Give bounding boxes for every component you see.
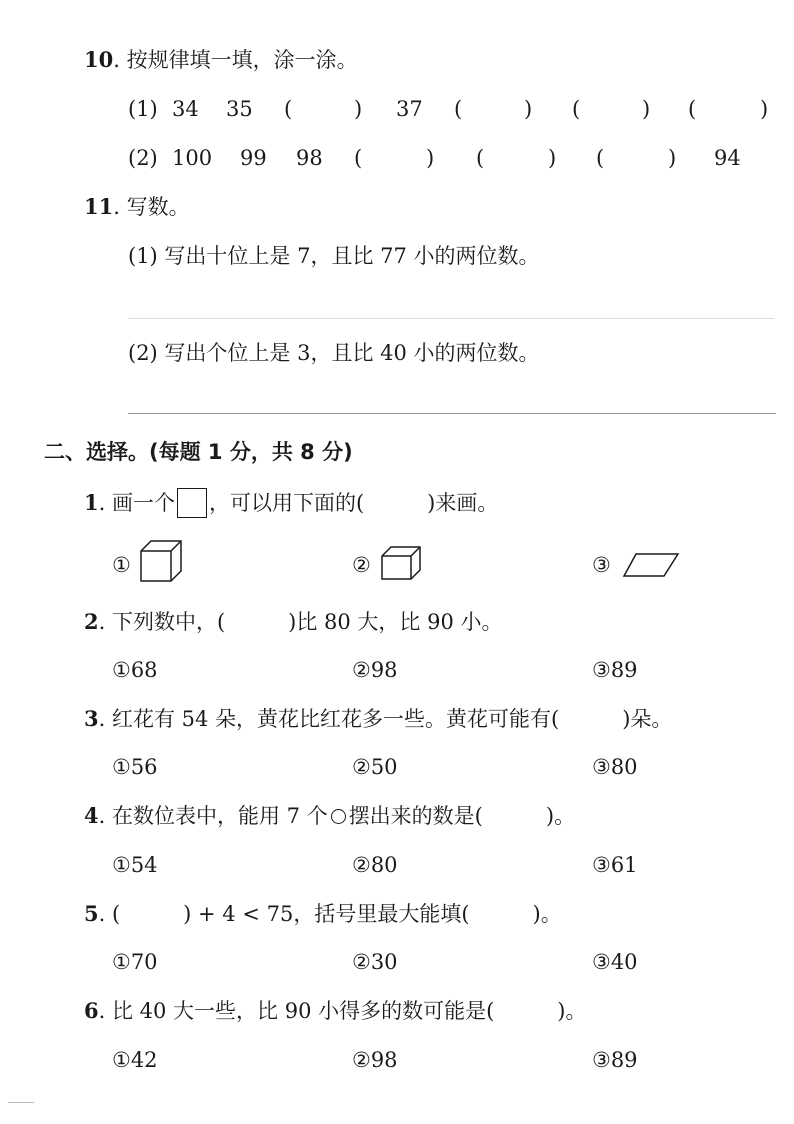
cube-icon — [380, 545, 422, 581]
seq-item: 98 — [296, 146, 323, 170]
choice-number: 6 — [84, 998, 99, 1023]
option-3[interactable]: ③40 — [592, 950, 638, 974]
option-marker: ③ — [592, 553, 611, 577]
choice-4-stem — [84, 803, 575, 829]
option-3[interactable]: ③80 — [592, 755, 638, 779]
blank-close[interactable]: ) — [548, 146, 557, 170]
cube-tall-icon — [138, 538, 184, 584]
blank-open[interactable]: ( — [284, 97, 293, 121]
seq-item: 100 — [172, 146, 213, 170]
q10-number: 10 — [84, 47, 114, 72]
seq-item: 94 — [714, 146, 741, 170]
choice-text: . 画一个 — [98, 491, 175, 515]
option-3[interactable] — [592, 552, 611, 578]
section2-heading — [44, 439, 353, 465]
blank-close[interactable]: ) — [642, 97, 651, 121]
choice-text: . 下列数中，( )比 80 大，比 90 小。 — [98, 610, 503, 634]
blank-open[interactable]: ( — [596, 146, 605, 170]
seq-item: 34 — [172, 97, 199, 121]
q11-title — [84, 194, 190, 220]
blank-close[interactable]: ) — [354, 97, 363, 121]
choice-5-stem — [84, 901, 562, 927]
section2-score: (每题 1 分，共 8 分) — [149, 440, 353, 464]
section2-title: 二、选择。 — [44, 440, 149, 464]
option-2[interactable]: ②80 — [352, 853, 398, 877]
option-1[interactable]: ①42 — [112, 1048, 158, 1072]
blank-open[interactable]: ( — [454, 97, 463, 121]
option-3[interactable]: ③89 — [592, 1048, 638, 1072]
blank-open[interactable]: ( — [476, 146, 485, 170]
choice-number: 2 — [84, 609, 99, 634]
q11-text: . 写数。 — [113, 195, 190, 219]
option-2[interactable]: ②98 — [352, 658, 398, 682]
option-1[interactable]: ①70 — [112, 950, 158, 974]
choice-number: 1 — [84, 490, 99, 515]
choice-2-stem — [84, 609, 503, 635]
circle-icon — [331, 809, 346, 824]
option-1[interactable]: ①68 — [112, 658, 158, 682]
option-2[interactable]: ②30 — [352, 950, 398, 974]
parallelogram-icon — [622, 552, 680, 578]
blank-open[interactable]: ( — [354, 146, 363, 170]
choice-3-stem — [84, 706, 672, 732]
choice-text: ，可以用下面的( )来画。 — [208, 491, 499, 515]
q10-row2-label: (2) — [128, 146, 158, 170]
option-marker: ① — [112, 553, 131, 577]
blank-open[interactable]: ( — [688, 97, 697, 121]
option-marker: ② — [352, 553, 371, 577]
blank-open[interactable]: ( — [572, 97, 581, 121]
q10-row1-label: (1) — [128, 97, 158, 121]
section-divider — [128, 413, 776, 414]
footer-mark — [8, 1102, 34, 1103]
option-1[interactable]: ①56 — [112, 755, 158, 779]
q11-number: 11 — [84, 194, 114, 219]
choice-text: . 在数位表中，能用 7 个 — [98, 804, 328, 828]
answer-line — [128, 318, 774, 319]
seq-item: 99 — [240, 146, 267, 170]
square-icon — [177, 488, 207, 518]
seq-item: 37 — [396, 97, 423, 121]
choice-number: 4 — [84, 803, 99, 828]
blank-close[interactable]: ) — [760, 97, 769, 121]
option-2[interactable]: ②98 — [352, 1048, 398, 1072]
choice-text: 摆出来的数是( )。 — [348, 804, 576, 828]
choice-text: . 比 40 大一些，比 90 小得多的数可能是( )。 — [98, 999, 587, 1023]
q10-title — [84, 47, 358, 73]
choice-1-stem — [84, 488, 498, 518]
q10-text: . 按规律填一填，涂一涂。 — [113, 48, 358, 72]
option-1[interactable]: ①54 — [112, 853, 158, 877]
blank-close[interactable]: ) — [524, 97, 533, 121]
choice-number: 3 — [84, 706, 99, 731]
blank-close[interactable]: ) — [426, 146, 435, 170]
option-3[interactable]: ③89 — [592, 658, 638, 682]
q11-sub1: (1) 写出十位上是 7，且比 77 小的两位数。 — [128, 244, 540, 268]
option-3[interactable]: ③61 — [592, 853, 638, 877]
blank-close[interactable]: ) — [668, 146, 677, 170]
choice-text: . 红花有 54 朵，黄花比红花多一些。黄花可能有( )朵。 — [98, 707, 673, 731]
q11-sub2: (2) 写出个位上是 3，且比 40 小的两位数。 — [128, 341, 540, 365]
option-1[interactable] — [112, 552, 131, 578]
option-2[interactable] — [352, 552, 371, 578]
choice-6-stem — [84, 998, 587, 1024]
choice-number: 5 — [84, 901, 99, 926]
seq-item: 35 — [226, 97, 253, 121]
choice-text: . ( ) + 4 < 75，括号里最大能填( )。 — [98, 902, 562, 926]
option-2[interactable]: ②50 — [352, 755, 398, 779]
